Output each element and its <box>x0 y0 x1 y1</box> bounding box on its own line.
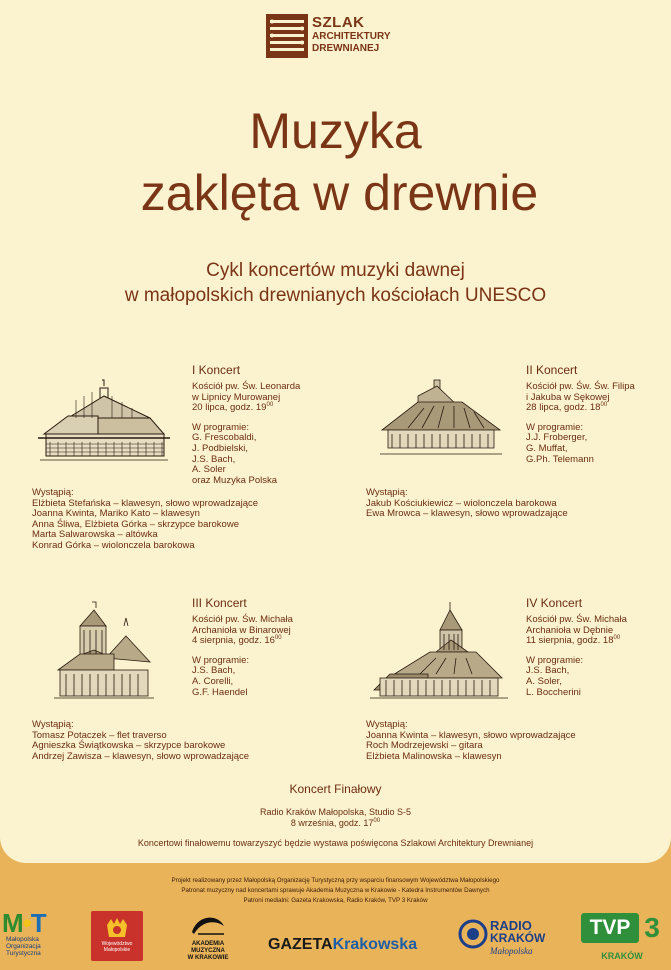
concert-4-performers <box>366 720 626 762</box>
final-concert-date: 8 września, godz. $17^{00}$ <box>290 818 381 828</box>
concert-2-program-item: G.Ph. Telemann <box>526 453 594 465</box>
final-concert-venue: Radio Kraków Małopolska, Studio S-5 <box>259 807 412 817</box>
tvp3-krakow-logo: TVP 3 KRAKÓW <box>581 913 663 965</box>
concert-2-program-item: G. Muffat, <box>526 442 568 454</box>
concert-3-performers-label: Wystąpią: <box>32 719 74 730</box>
concert-4-performers-label: Wystąpią: <box>366 719 408 730</box>
concert-1-program-item: J. Podbielski, <box>192 442 248 454</box>
concert-1-program-item: A. Soler <box>192 464 226 476</box>
performer: Elżbieta Stefańska – klawesyn, słowo wprowadzające <box>32 497 259 509</box>
performer: Agnieszka Świątkowska – skrzypce barokowe <box>32 740 226 752</box>
church-lipnica-drawing <box>38 378 170 468</box>
credit-line-1: Projekt realizowany przez Małopolską Organizację Turystyczną przy wsparciu finansowym Województwa Małopolskiego <box>171 877 500 884</box>
gazeta-krakowska-logo: GAZETAKrakowska <box>268 936 418 953</box>
concert-4-program-item: J.S. Bach, <box>526 665 570 677</box>
radio-wave-icon <box>458 919 488 949</box>
concert-1-program-item: J.S. Bach, <box>192 453 236 465</box>
performer: Ewa Mrowca – klawesyn, słowo wprowadzające <box>366 508 568 520</box>
concert-1-program-item: oraz Muzyka Polska <box>192 474 278 486</box>
concert-1-date: 20 lipca, godz. $19^{00}$ <box>192 402 274 414</box>
concert-2-venue-1: Kościół pw. Św. Św. Filipa <box>526 381 635 392</box>
concert-1-info <box>192 362 352 486</box>
malopolska-region-logo: Województwo Małopolskie <box>91 911 143 961</box>
concert-4-date: 11 sierpnia, godz. $18^{00}$ <box>526 635 621 647</box>
concert-1-program-label: W programie: <box>192 421 250 433</box>
concert-1-venue-1: Kościół pw. Św. Leonarda <box>192 381 301 392</box>
concert-1-program-item: G. Frescobaldi, <box>192 432 257 444</box>
concert-2-info <box>526 362 666 465</box>
concert-2-program-label: W programie: <box>526 421 584 433</box>
performer: Marta Salwarowska – altówka <box>32 529 158 541</box>
concert-3-date: 4 sierpnia, godz. $16^{00}$ <box>192 635 282 647</box>
concert-2-venue-2: i Jakuba w Sękowej <box>526 391 610 403</box>
title-line-1: Muzyka <box>249 103 422 159</box>
logo-line-2: ARCHITEKTURY <box>312 31 391 42</box>
akademia-muzyczna-logo: AKADEMIA MUZYCZNA W KRAKOWIE <box>182 912 234 968</box>
subtitle-line-1: Cykl koncertów muzyki dawnej <box>206 260 465 281</box>
concert-3-performers <box>32 720 292 762</box>
concert-3-program-label: W programie: <box>192 654 250 666</box>
performer: Jakub Kościukiewicz – wiolonczela barokowa <box>366 497 557 509</box>
concert-1-venue-2: w Lipnicy Murowanej <box>192 391 281 403</box>
final-concert-note: Koncertowi finałowemu towarzyszyć będzie wystawa poświęcona Szlakowi Architektury Drewnianej <box>137 838 534 848</box>
szlak-logo <box>266 14 416 62</box>
radio-krakow-logo: RADIO KRAKÓW Małopolska <box>458 915 548 965</box>
performer: Andrzej Zawisza – klawesyn, słowo wprowadzające <box>32 750 250 762</box>
performer: Tomasz Potaczek – flet traverso <box>32 729 167 741</box>
performer: Joanna Kwinta – klawesyn, słowo wprowadzające <box>366 729 576 741</box>
concert-3-venue-1: Kościół pw. Św. Michała <box>192 614 293 625</box>
performer: Konrad Górka – wiolonczela barokowa <box>32 539 195 551</box>
concert-3-program-item: G.F. Haendel <box>192 686 248 698</box>
concert-2-date: 28 lipca, godz. $18^{00}$ <box>526 402 608 414</box>
concert-1-performers <box>32 488 292 552</box>
concert-2-performers <box>366 488 626 520</box>
concert-3-program-item: J.S. Bach, <box>192 665 236 677</box>
concert-4-program-item: A. Soler, <box>526 675 562 687</box>
concert-3-program-item: A. Corelli, <box>192 675 234 687</box>
church-debno-drawing <box>370 600 508 704</box>
mot-logo: M•T Małopolska Organizacja Turystyczna <box>2 908 46 957</box>
concert-1-heading: I Koncert <box>192 363 241 377</box>
subtitle-line-2: w małopolskich drewnianych kościołach UNESCO <box>124 285 547 306</box>
concert-4-info <box>526 595 666 698</box>
concert-3-venue-2: Archanioła w Binarowej <box>192 624 291 636</box>
performer: Elżbieta Malinowska – klawesyn <box>366 750 502 762</box>
logo-line-3: DREWNIANEJ <box>312 43 380 54</box>
log-house-icon <box>266 14 308 58</box>
performer: Joanna Kwinta, Mariko Kato – klawesyn <box>32 508 200 520</box>
concert-2-performers-label: Wystąpią: <box>366 487 408 498</box>
concert-4-venue-1: Kościół pw. Św. Michała <box>526 614 627 625</box>
concert-3-heading: III Koncert <box>192 596 247 610</box>
concert-4-program-label: W programie: <box>526 654 584 666</box>
concert-1-performers-label: Wystąpią: <box>32 487 74 498</box>
concert-3-info <box>192 595 352 698</box>
concert-2-program-item: J.J. Froberger, <box>526 432 588 444</box>
credit-line-3: Patroni medialni: Gazeta Krakowska, Radio Kraków, TVP 3 Kraków <box>243 897 428 904</box>
treble-clef-icon <box>188 912 228 938</box>
performer: Roch Modrzejewski – gitara <box>366 740 483 752</box>
concert-4-venue-2: Archanioła w Dębnie <box>526 624 614 636</box>
crown-eagle-icon <box>105 917 129 939</box>
concert-2-heading: II Koncert <box>526 363 578 377</box>
concert-4-program-item: L. Boccherini <box>526 686 581 698</box>
final-concert-heading: Koncert Finałowy <box>289 782 382 796</box>
performer: Anna Śliwa, Elżbieta Górka – skrzypce barokowe <box>32 518 239 530</box>
church-sekowa-drawing <box>378 378 504 464</box>
title-line-2: zaklęta w drewnie <box>140 165 539 221</box>
church-binarowa-drawing <box>54 600 154 704</box>
logo-line-1: SZLAK <box>312 14 365 31</box>
concert-4-heading: IV Koncert <box>526 596 583 610</box>
credit-line-2: Patronat muzyczny nad koncertami sprawuje Akademia Muzyczna w Krakowie - Katedra Instrumentów Dawnych <box>181 887 490 894</box>
